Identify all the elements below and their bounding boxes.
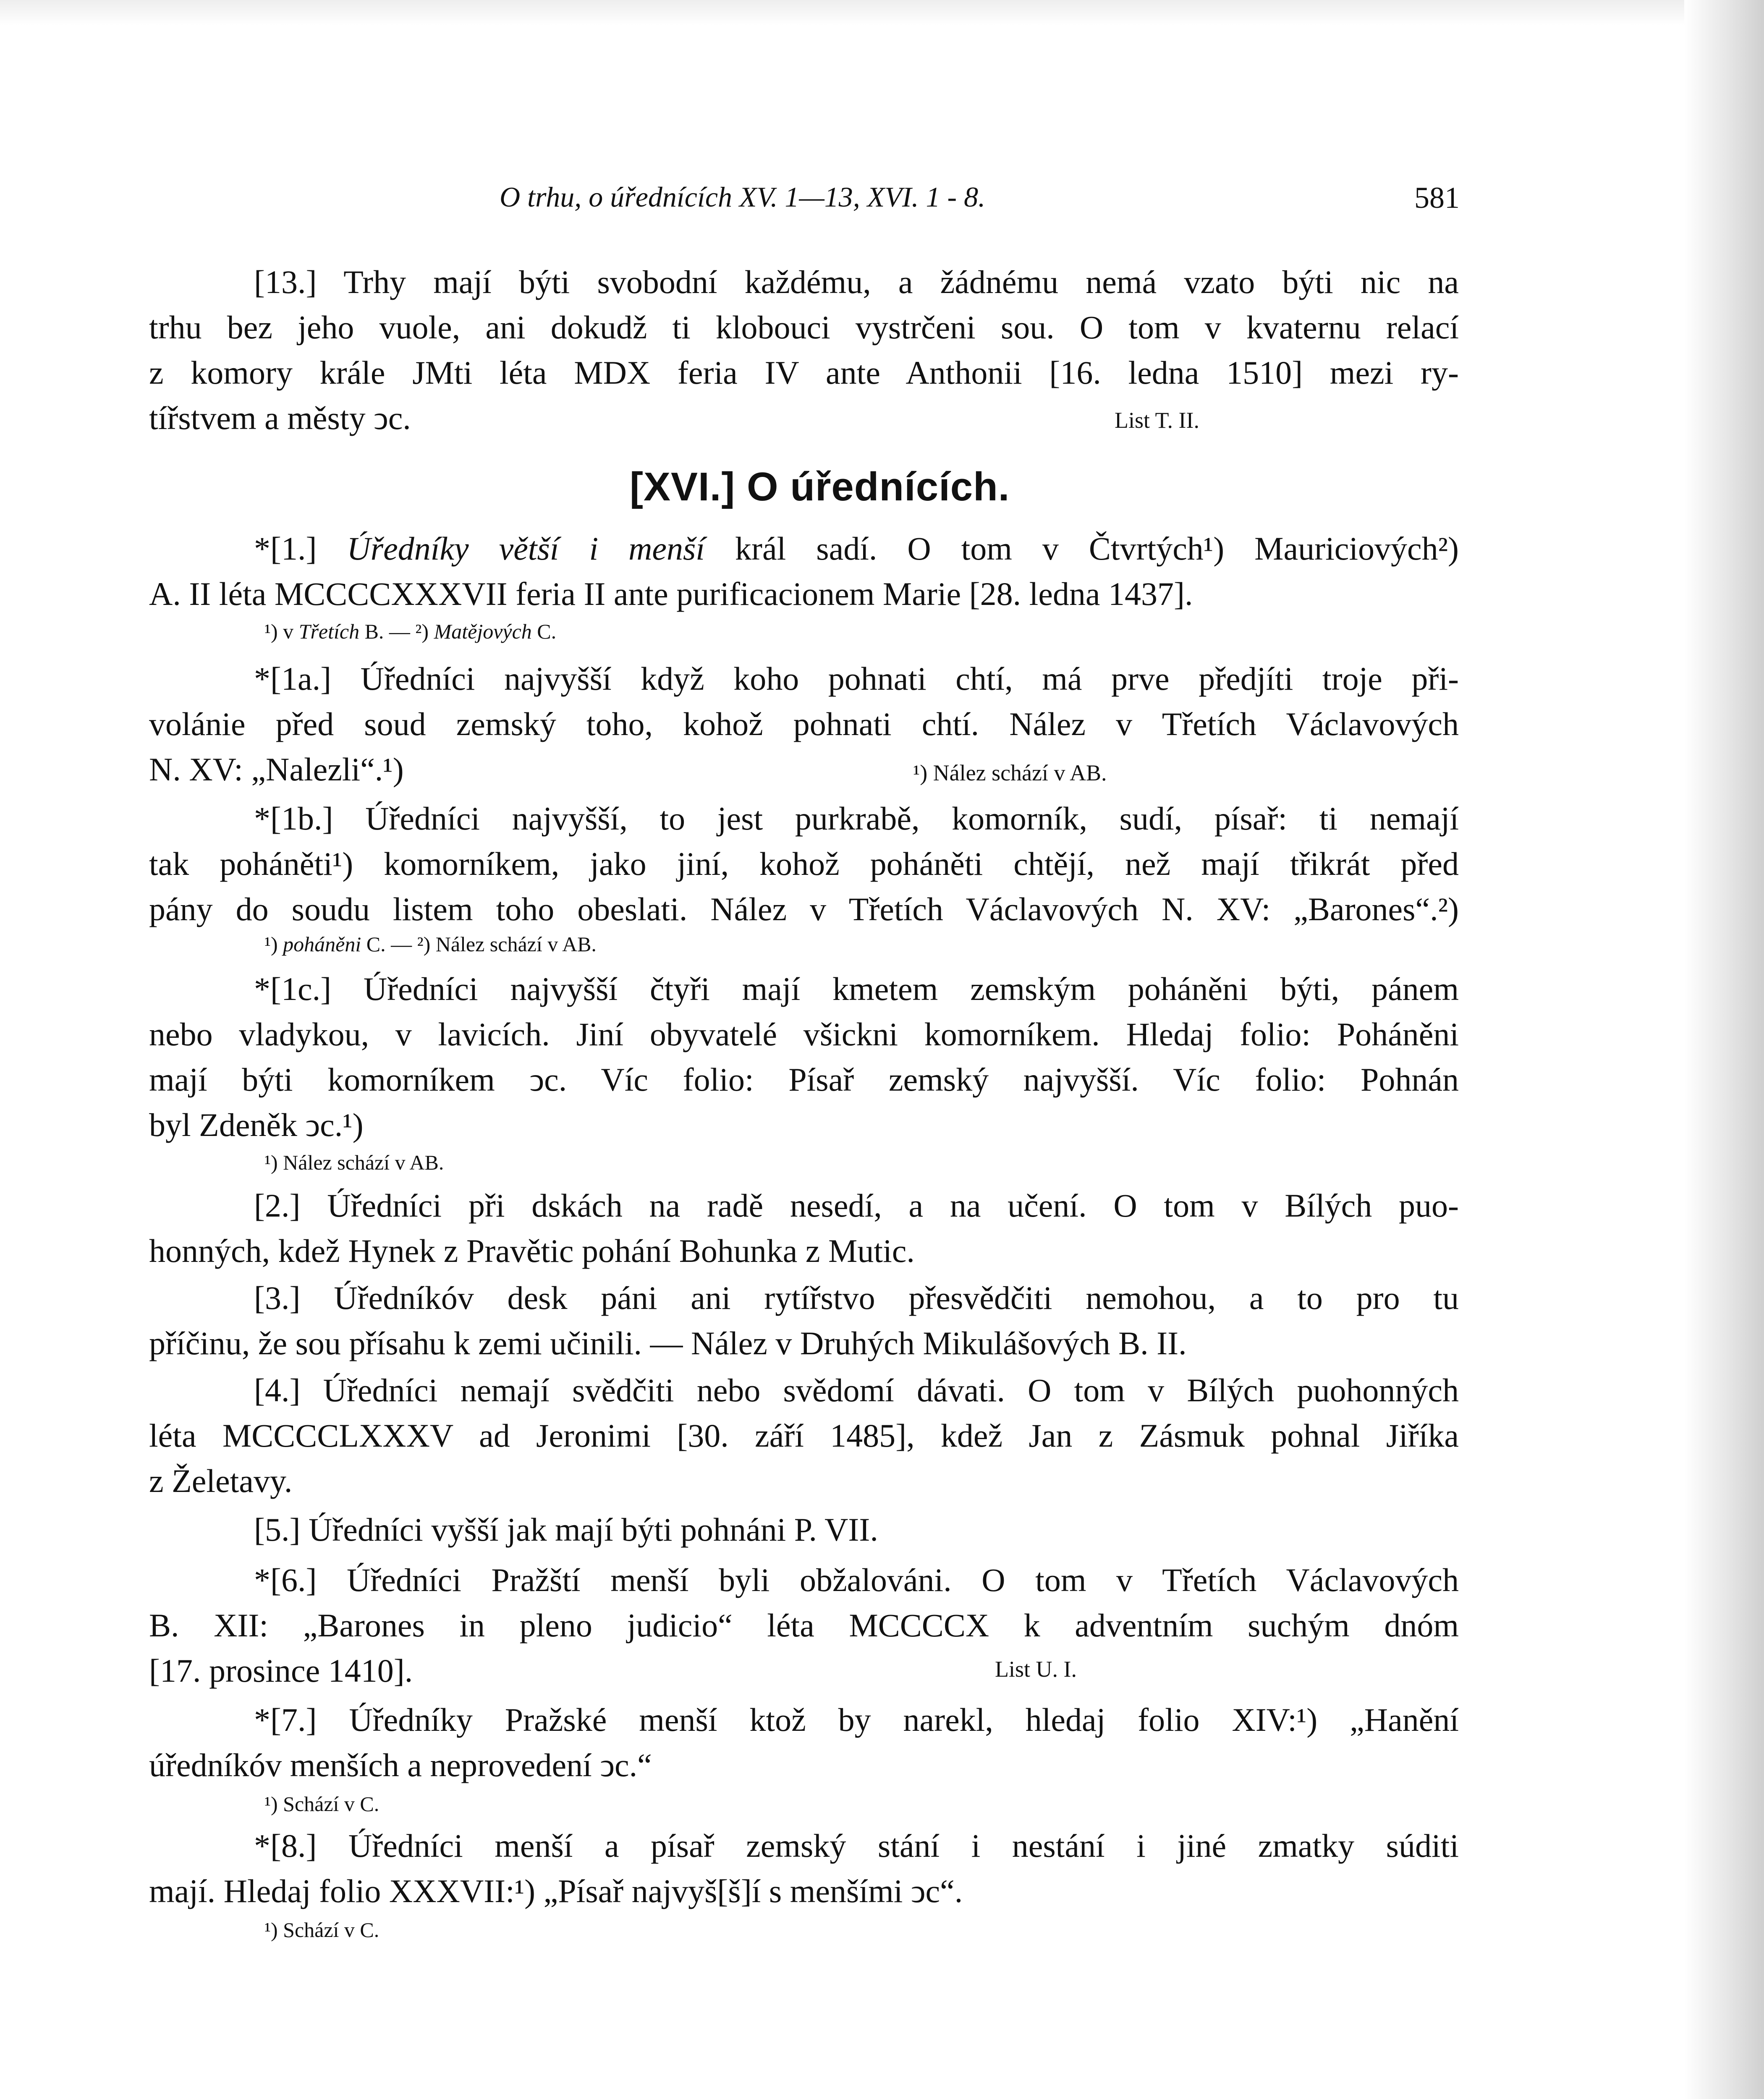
paragraph-13-line-1: [13.] Trhy mají býti svobodní každému, a žádnému nemá vzato býti nic na <box>254 264 1459 300</box>
paragraph-6-line-1: *[6.] Úředníci Pražští menší byli obžalováni. O tom v Třetích Václavových <box>254 1562 1459 1598</box>
paragraph-1b-line-3: pány do soudu listem toho obeslati. Nález v Třetích Václavových N. XV: „Barones“.²) <box>149 891 1459 927</box>
paragraph-1-line-1 <box>254 527 1459 571</box>
running-header: O trhu, o úřednících XV. 1—13, XVI. 1 - 8. <box>500 181 986 213</box>
paragraph-1c-line-1: *[1c.] Úředníci najvyšší čtyři mají kmetem zemským poháněni býti, pánem <box>254 971 1459 1007</box>
page-number: 581 <box>1414 181 1460 215</box>
marginal-note-list-u: List U. I. <box>995 1657 1077 1682</box>
paragraph-1a-side-note: ¹) Nález schází v AB. <box>913 760 1107 785</box>
paragraph-4-line-3: z Želetavy. <box>149 1463 293 1499</box>
footnote-1-a-em: Třetích <box>298 620 360 643</box>
scan-top-shadow <box>0 0 1764 25</box>
paragraph-6-line-3: [17. prosince 1410]. <box>149 1652 413 1689</box>
footnote-1b-rest: C. — ²) Nález schází v AB. <box>366 932 597 956</box>
footnote-8: ¹) Schází v C. <box>264 1918 379 1942</box>
paragraph-13-line-2: trhu bez jeho vuole, ani dokudž ti klobouci vystrčeni sou. O tom v kvaternu relací <box>149 309 1459 345</box>
paragraph-6-line-2: B. XII: „Barones in pleno judicio“ léta MCCCCX k adventním suchým dnóm <box>149 1607 1459 1644</box>
paragraph-1-line-1-rest: král sadí. O tom v Čtvrtých¹) Mauriciových²) <box>735 530 1459 567</box>
footnote-1-b: B. — ²) <box>364 620 429 643</box>
footnote-1c: ¹) Nález schází v AB. <box>264 1151 444 1174</box>
paragraph-4-line-1: [4.] Úředníci nemají svědčiti nebo svědomí dávati. O tom v Bílých puohonných <box>254 1372 1459 1408</box>
paragraph-1a-line-1: *[1a.] Úředníci najvyšší když koho pohnati chtí, má prve předjíti troje při- <box>254 660 1459 697</box>
footnote-1-b-em: Matějových <box>434 620 532 643</box>
paragraph-3-line-2: příčinu, že sou přísahu k zemi učinili. — Nález v Druhých Mikulášových B. II. <box>149 1325 1187 1361</box>
paragraph-2-line-2: honných, kdež Hynek z Pravětic pohání Bohunka z Mutic. <box>149 1233 915 1269</box>
section-heading: [XVI.] O úřednících. <box>630 464 1010 509</box>
footnote-1b-em: poháněni <box>283 932 361 956</box>
scan-right-edge <box>1684 0 1764 2099</box>
paragraph-7-line-1: *[7.] Úředníky Pražské menší ktož by narekl, hledaj folio XIV:¹) „Hanění <box>254 1701 1459 1738</box>
marginal-note-list-t: List T. II. <box>1115 408 1199 433</box>
paragraph-1b-line-1: *[1b.] Úředníci najvyšší, to jest purkrabě, komorník, sudí, písař: ti nemají <box>254 800 1459 837</box>
paragraph-1a-line-2: volánie před soud zemský toho, kohož pohnati chtí. Nález v Třetích Václavových <box>149 706 1459 742</box>
paragraph-1c-line-2: nebo vladykou, v lavicích. Jiní obyvatelé všickni komorníkem. Hledaj folio: Poháněni <box>149 1016 1459 1052</box>
paragraph-2-line-1: [2.] Úředníci při dskách na radě nesedí, a na učení. O tom v Bílých puo- <box>254 1187 1459 1224</box>
paragraph-5-line-1: [5.] Úředníci vyšší jak mají býti pohnáni P. VII. <box>254 1511 878 1548</box>
paragraph-1-line-2: A. II léta MCCCCXXXVII feria II ante purificacionem Marie [28. ledna 1437]. <box>149 576 1193 612</box>
footnote-7: ¹) Schází v C. <box>264 1792 379 1816</box>
paragraph-13-line-4: tířstvem a městy ͻc. <box>149 400 411 436</box>
paragraph-8-line-1: *[8.] Úředníci menší a písař zemský stání i nestání i jiné zmatky súditi <box>254 1827 1459 1864</box>
paragraph-1b-line-2: tak poháněti¹) komorníkem, jako jiní, kohož poháněti chtějí, než mají třikrát před <box>149 845 1459 882</box>
footnote-1-a: ¹) v <box>264 620 294 643</box>
paragraph-1-title: Úředníky větší i menší <box>347 530 705 567</box>
paragraph-8-line-2: mají. Hledaj folio XXXVII:¹) „Písař najvyš[š]í s menšími ͻc“. <box>149 1873 963 1909</box>
paragraph-1-number: *[1.] <box>254 530 317 567</box>
paragraph-4-line-2: léta MCCCCLXXXV ad Jeronimi [30. září 1485], kdež Jan z Zásmuk pohnal Jiříka <box>149 1417 1459 1454</box>
paragraph-3-line-1: [3.] Úředníkóv desk páni ani rytířstvo přesvědčiti nemohou, a to pro tu <box>254 1280 1459 1316</box>
footnote-1-c: C. <box>537 620 557 643</box>
footnote-1 <box>264 619 556 644</box>
footnote-1b <box>264 932 597 956</box>
paragraph-7-line-2: úředníkóv menších a neprovedení ͻc.“ <box>149 1747 652 1783</box>
paragraph-13-line-3: z komory krále JMti léta MDX feria IV ante Anthonii [16. ledna 1510] mezi ry- <box>149 354 1459 391</box>
paragraph-1a-line-3: N. XV: „Nalezli“.¹) <box>149 751 404 788</box>
footnote-1b-mark: ¹) <box>264 932 278 956</box>
paragraph-1c-line-3: mají býti komorníkem ͻc. Víc folio: Písař zemský najvyšší. Víc folio: Pohnán <box>149 1061 1459 1098</box>
paragraph-1c-line-4: byl Zdeněk ͻc.¹) <box>149 1107 364 1143</box>
